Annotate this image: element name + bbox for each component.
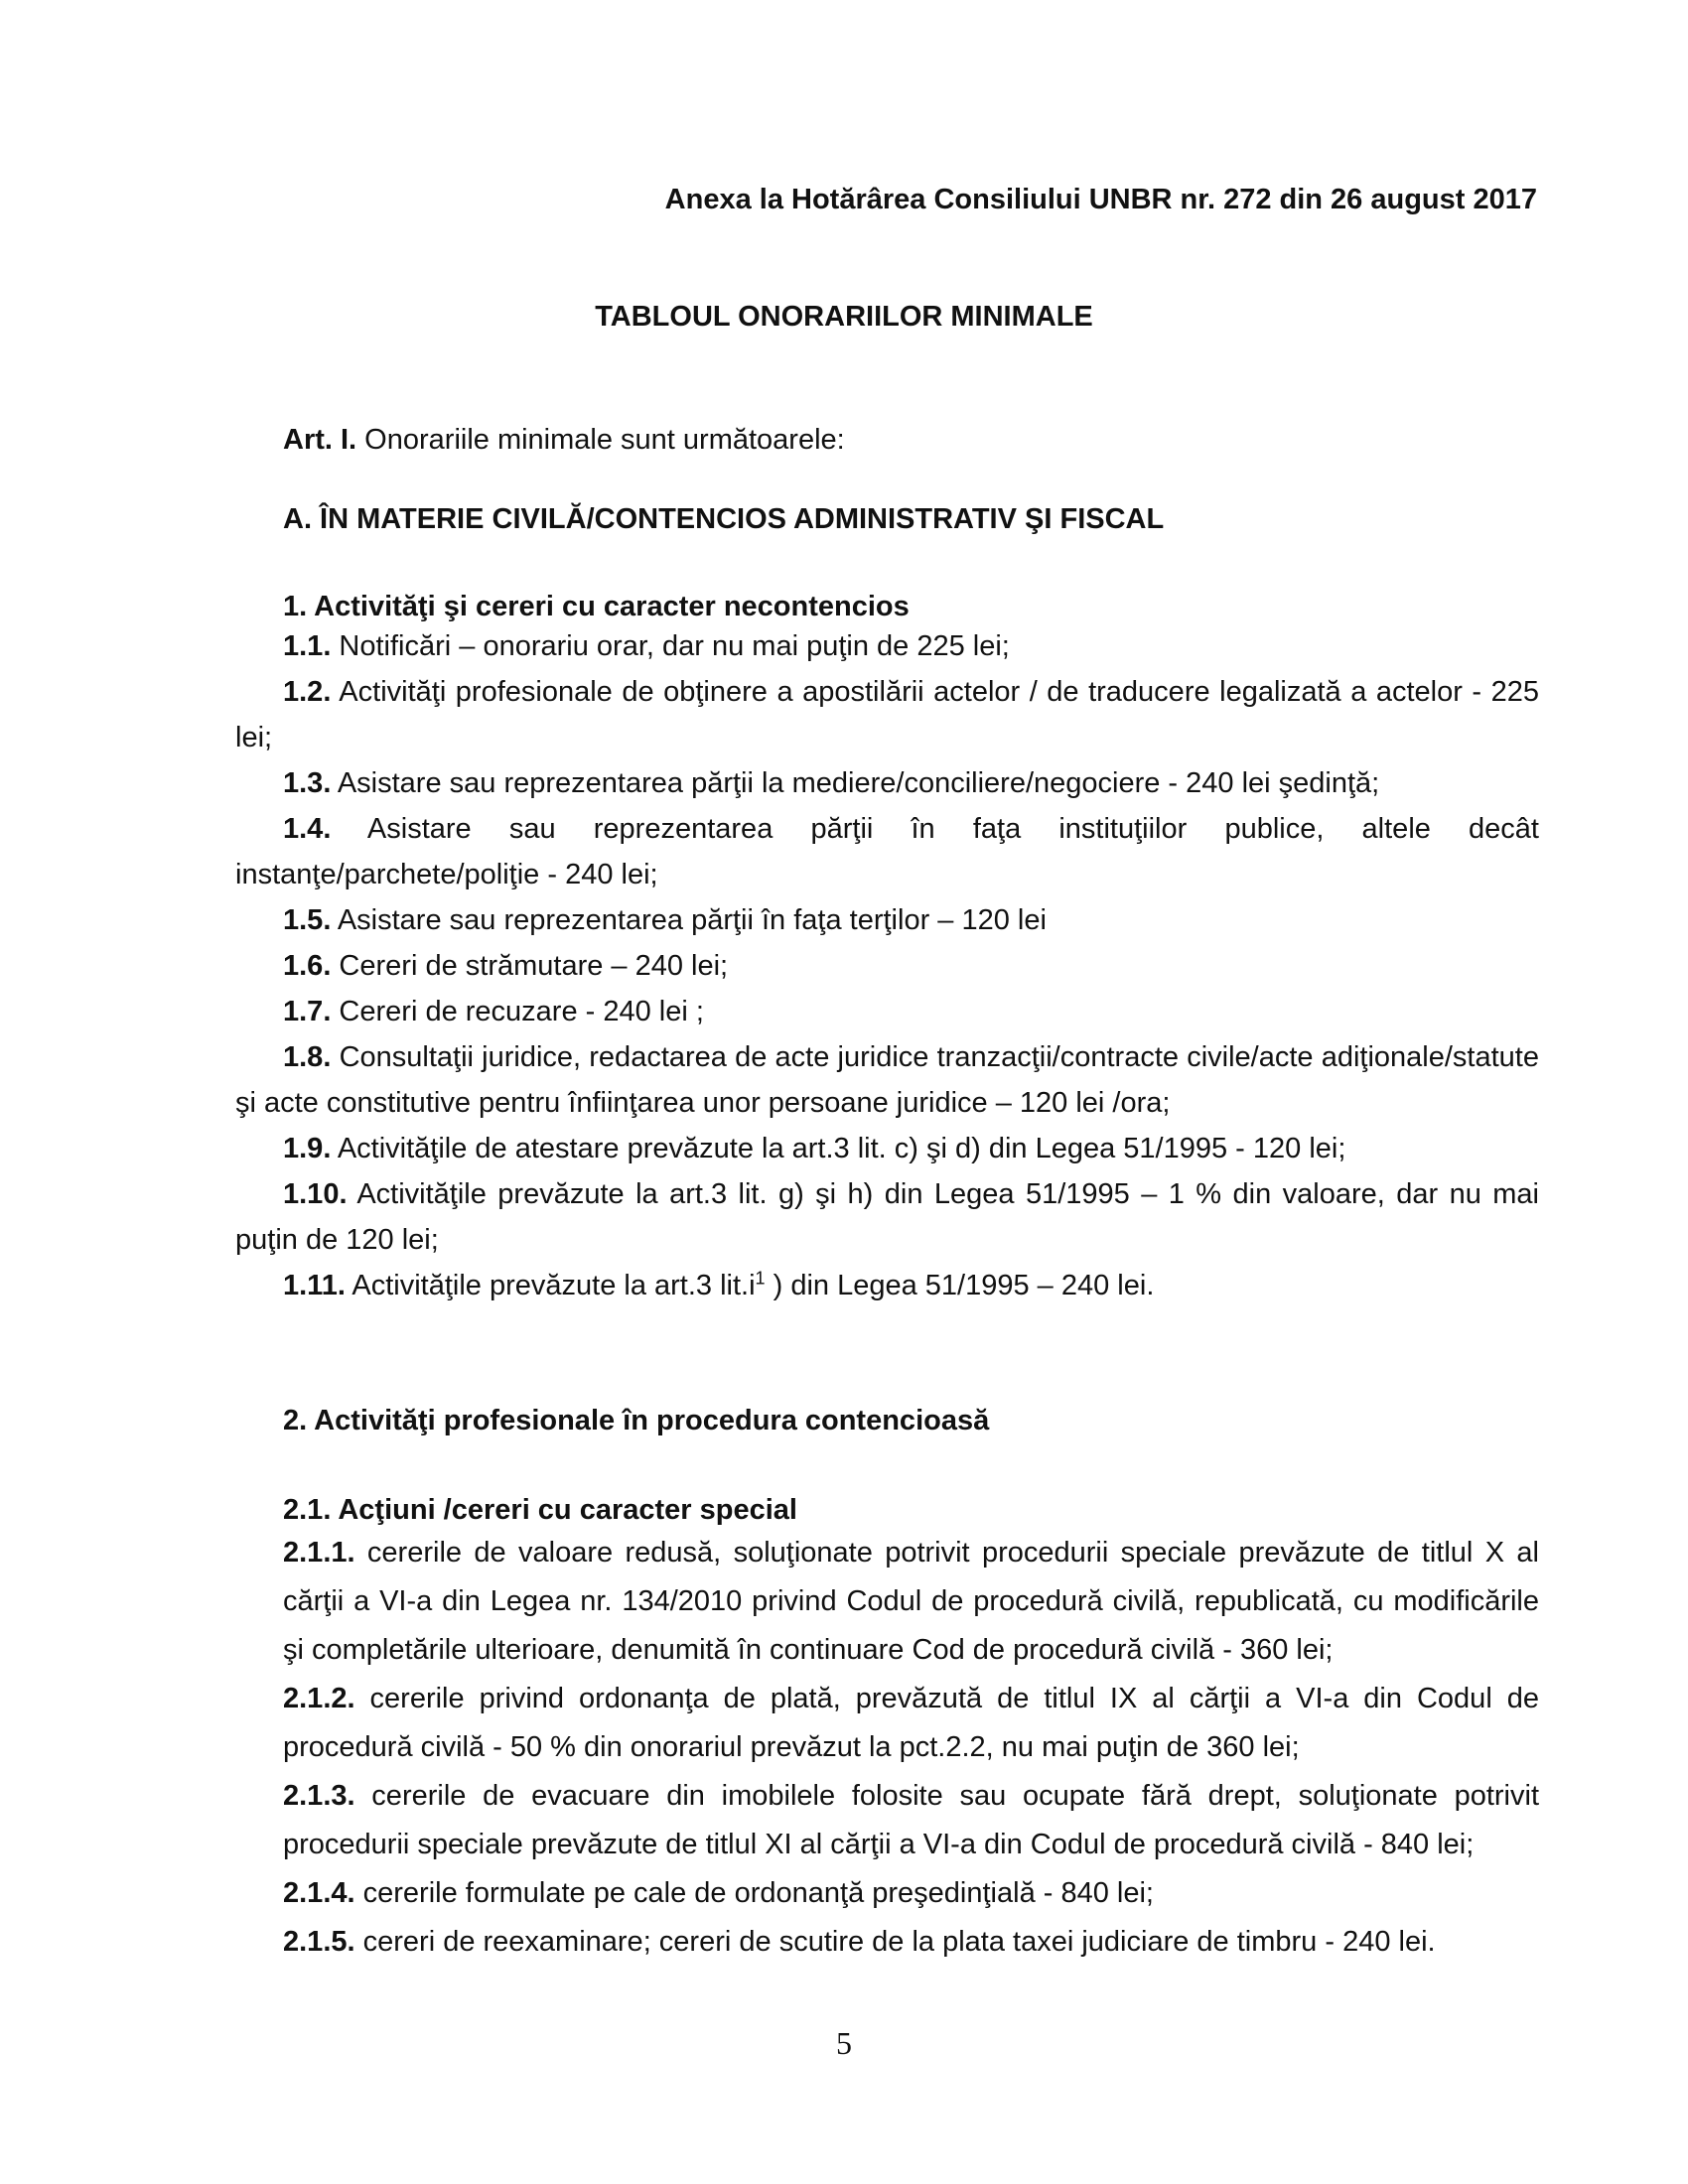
item-text: Activităţile de atestare prevăzute la art.3 lit. c) şi d) din Legea 51/1995 - 120 lei; — [331, 1133, 1346, 1164]
item-number: 1.6. — [283, 950, 332, 982]
list-item — [235, 1772, 1539, 1869]
document-title: TABLOUL ONORARIILOR MINIMALE — [595, 301, 1093, 333]
item-number: 2.1.3. — [283, 1780, 355, 1812]
list-item — [235, 1126, 1539, 1171]
item-text: cererile de valoare redusă, soluţionate potrivit procedurii speciale prevăzute de titlul X al cărţii a VI-a din Legea nr. 134/2010 privind Codul de procedură civilă, republicată, cu modificările şi completările ulterioare, denumită în continuare Cod de procedură civilă - 360 lei; — [283, 1537, 1539, 1666]
item-text: Activităţile prevăzute la art.3 lit. g) şi h) din Legea 51/1995 – 1 % din valoare, dar nu mai puţin de 120 lei; — [235, 1178, 1539, 1256]
section-2-1-heading: 2.1. Acţiuni /cereri cu caracter special — [283, 1494, 797, 1526]
item-text: cereri de reexaminare; cereri de scutire de la plata taxei judiciare de timbru - 240 lei. — [354, 1926, 1436, 1958]
list-item — [235, 1034, 1539, 1126]
list-item — [235, 623, 1539, 669]
list-item — [235, 1529, 1539, 1675]
section-2-heading: 2. Activităţi profesionale în procedura contencioasă — [283, 1405, 990, 1436]
section-1-list — [235, 623, 1539, 1308]
item-text: Cereri de recuzare - 240 lei ; — [331, 996, 704, 1027]
annex-heading: Anexa la Hotărârea Consiliului UNBR nr. 272 din 26 august 2017 — [664, 184, 1537, 215]
section-a-heading: A. ÎN MATERIE CIVILĂ/CONTENCIOS ADMINISTRATIV ŞI FISCAL — [283, 503, 1165, 535]
item-text: Cereri de strămutare – 240 lei; — [331, 950, 729, 982]
article-intro — [283, 417, 845, 463]
list-item — [235, 1171, 1539, 1263]
item-text: Notificări – onorariu orar, dar nu mai puţin de 225 lei; — [331, 630, 1010, 662]
item-number: 1.7. — [283, 996, 332, 1027]
list-item — [235, 760, 1539, 806]
article-text: Onorariile minimale sunt următoarele: — [356, 424, 845, 456]
list-item — [235, 943, 1539, 989]
list-item — [235, 669, 1539, 760]
item-text: Activităţi profesionale de obţinere a apostilării actelor / de traducere legalizată a actelor - 225 lei; — [235, 676, 1539, 753]
item-text: Asistare sau reprezentarea părţii în faţa terţilor – 120 lei — [331, 904, 1047, 936]
item-number: 2.1.1. — [283, 1537, 355, 1569]
item-number: 1.8. — [283, 1041, 332, 1073]
item-text: Asistare sau reprezentarea părţii în faţa instituţiilor publice, altele decât instanţe/parchete/poliţie - 240 lei; — [235, 813, 1539, 890]
section-2-1-list — [235, 1529, 1539, 1967]
item-text: Activităţile prevăzute la art.3 lit.i — [345, 1270, 756, 1301]
page-number: 5 — [836, 2025, 852, 2061]
item-number: 1.10. — [283, 1178, 348, 1210]
list-item — [235, 1918, 1539, 1967]
list-item — [235, 1263, 1539, 1308]
item-number: 2.1.2. — [283, 1683, 355, 1714]
item-text-end: ) din Legea 51/1995 – 240 lei. — [765, 1270, 1155, 1301]
item-text: cererile formulate pe cale de ordonanţă preşedinţială - 840 lei; — [354, 1877, 1154, 1909]
item-number: 2.1.5. — [283, 1926, 355, 1958]
list-item — [235, 1869, 1539, 1918]
item-text: cererile privind ordonanţa de plată, prevăzută de titlul IX al cărţii a VI-a din Codul de procedură civilă - 50 % din onorariul prevăzut la pct.2.2, nu mai puţin de 360 lei; — [283, 1683, 1539, 1763]
item-number: 1.11. — [283, 1270, 346, 1301]
item-number: 2.1.4. — [283, 1877, 355, 1909]
item-text: Consultaţii juridice, redactarea de acte juridice tranzacţii/contracte civile/acte adiţionale/statute şi acte constitutive pentru înfiinţarea unor persoane juridice – 120 lei /ora; — [235, 1041, 1539, 1119]
item-number: 1.1. — [283, 630, 332, 662]
item-number: 1.5. — [283, 904, 332, 936]
superscript: 1 — [755, 1268, 766, 1289]
item-number: 1.9. — [283, 1133, 332, 1164]
item-number: 1.3. — [283, 767, 332, 799]
section-1-heading: 1. Activităţi şi cereri cu caracter necontencios — [283, 591, 910, 622]
list-item — [235, 1675, 1539, 1772]
item-text: Asistare sau reprezentarea părţii la mediere/conciliere/negociere - 240 lei şedinţă; — [331, 767, 1380, 799]
item-number: 1.2. — [283, 676, 332, 708]
list-item — [235, 806, 1539, 897]
list-item — [235, 897, 1539, 943]
list-item — [235, 989, 1539, 1034]
article-label: Art. I. — [283, 424, 357, 456]
item-text: cererile de evacuare din imobilele folosite sau ocupate fără drept, soluţionate potrivit procedurii speciale prevăzute de titlul XI al cărţii a VI-a din Codul de procedură civilă - 840 lei; — [283, 1780, 1539, 1860]
item-number: 1.4. — [283, 813, 332, 845]
